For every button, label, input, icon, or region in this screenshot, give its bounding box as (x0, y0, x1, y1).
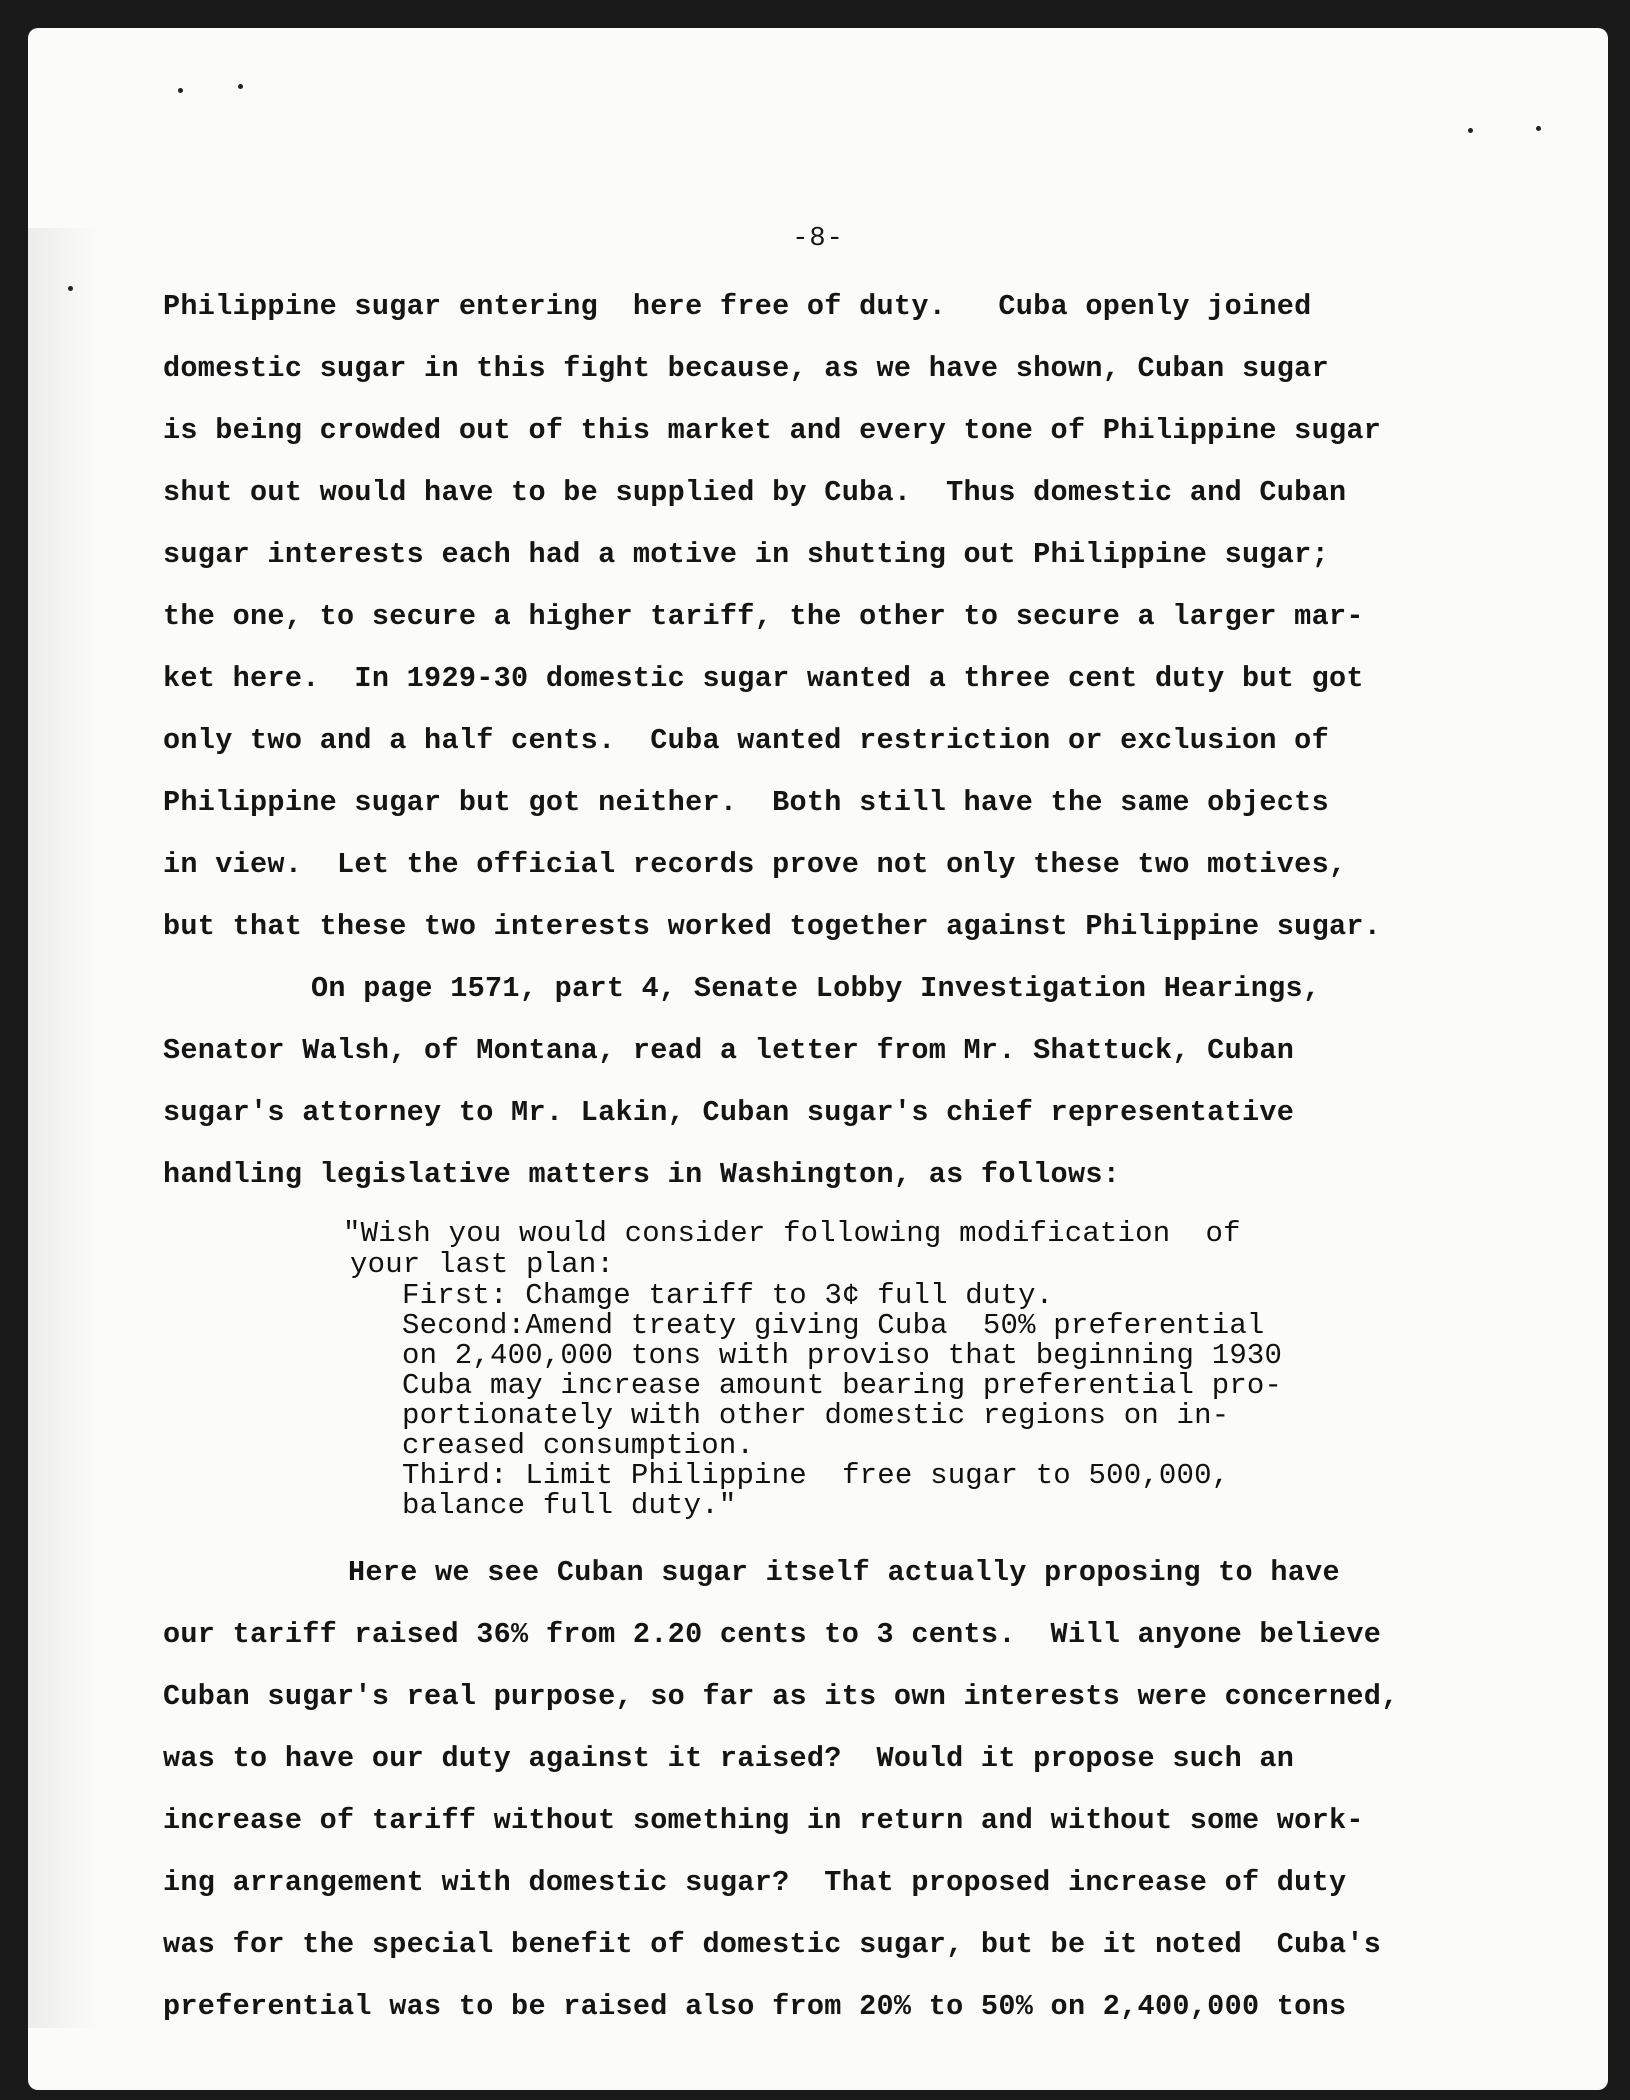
text-line: was for the special benefit of domestic sugar, but be it noted Cuba's (163, 1928, 1382, 1961)
text-line: but that these two interests worked together against Philippine sugar. (163, 910, 1382, 943)
quote-line: Second:Amend treaty giving Cuba 50% preferential (402, 1309, 1265, 1342)
scan-speck (68, 286, 73, 291)
quote-line: First: Chamge tariff to 3¢ full duty. (402, 1279, 1054, 1312)
quote-line: Third: Limit Philippine free sugar to 500,000, (402, 1459, 1230, 1492)
scan-speck (1468, 128, 1473, 133)
text-line: was to have our duty against it raised? Would it propose such an (163, 1742, 1295, 1775)
quote-line: creased consumption. (402, 1429, 755, 1462)
text-line: ing arrangement with domestic sugar? That proposed increase of duty (163, 1866, 1347, 1899)
quote-line: Cuba may increase amount bearing preferential pro- (402, 1369, 1283, 1402)
text-line: sugar interests each had a motive in shutting out Philippine sugar; (163, 538, 1329, 571)
text-line: increase of tariff without something in return and without some work- (163, 1804, 1364, 1837)
text-line: our tariff raised 36% from 2.20 cents to 3 cents. Will anyone believe (163, 1618, 1382, 1651)
text-line: Cuban sugar's real purpose, so far as its own interests were concerned, (163, 1680, 1399, 1713)
text-line: On page 1571, part 4, Senate Lobby Investigation Hearings, (311, 972, 1321, 1005)
quote-line: on 2,400,000 tons with proviso that beginning 1930 (402, 1339, 1283, 1372)
scan-speck (1536, 126, 1541, 131)
text-line: Philippine sugar entering here free of duty. Cuba openly joined (163, 290, 1312, 323)
text-line: Senator Walsh, of Montana, read a letter from Mr. Shattuck, Cuban (163, 1034, 1295, 1067)
text-line: in view. Let the official records prove not only these two motives, (163, 848, 1347, 881)
text-line: is being crowded out of this market and every tone of Philippine sugar (163, 414, 1382, 447)
text-line: handling legislative matters in Washington, as follows: (163, 1158, 1121, 1191)
text-line: Here we see Cuban sugar itself actually proposing to have (348, 1556, 1340, 1589)
text-line: Philippine sugar but got neither. Both still have the same objects (163, 786, 1329, 819)
text-line: shut out would have to be supplied by Cuba. Thus domestic and Cuban (163, 476, 1347, 509)
quote-line: portionately with other domestic regions on in- (402, 1399, 1230, 1432)
text-line: preferential was to be raised also from 20% to 50% on 2,400,000 tons (163, 1990, 1347, 2023)
quote-line: balance full duty." (402, 1489, 737, 1522)
scan-speck (178, 88, 183, 93)
text-line: only two and a half cents. Cuba wanted restriction or exclusion of (163, 724, 1329, 757)
quote-line: "Wish you would consider following modification of (343, 1217, 1241, 1250)
text-line: the one, to secure a higher tariff, the other to secure a larger mar- (163, 600, 1364, 633)
text-line: domestic sugar in this fight because, as we have shown, Cuban sugar (163, 352, 1329, 385)
document-page (28, 28, 1608, 2090)
scan-shadow (28, 228, 98, 2028)
page-number: -8- (792, 224, 844, 254)
text-line: sugar's attorney to Mr. Lakin, Cuban sugar's chief representative (163, 1096, 1295, 1129)
scan-speck (238, 84, 243, 89)
quote-line: your last plan: (350, 1248, 615, 1281)
text-line: ket here. In 1929-30 domestic sugar wanted a three cent duty but got (163, 662, 1364, 695)
